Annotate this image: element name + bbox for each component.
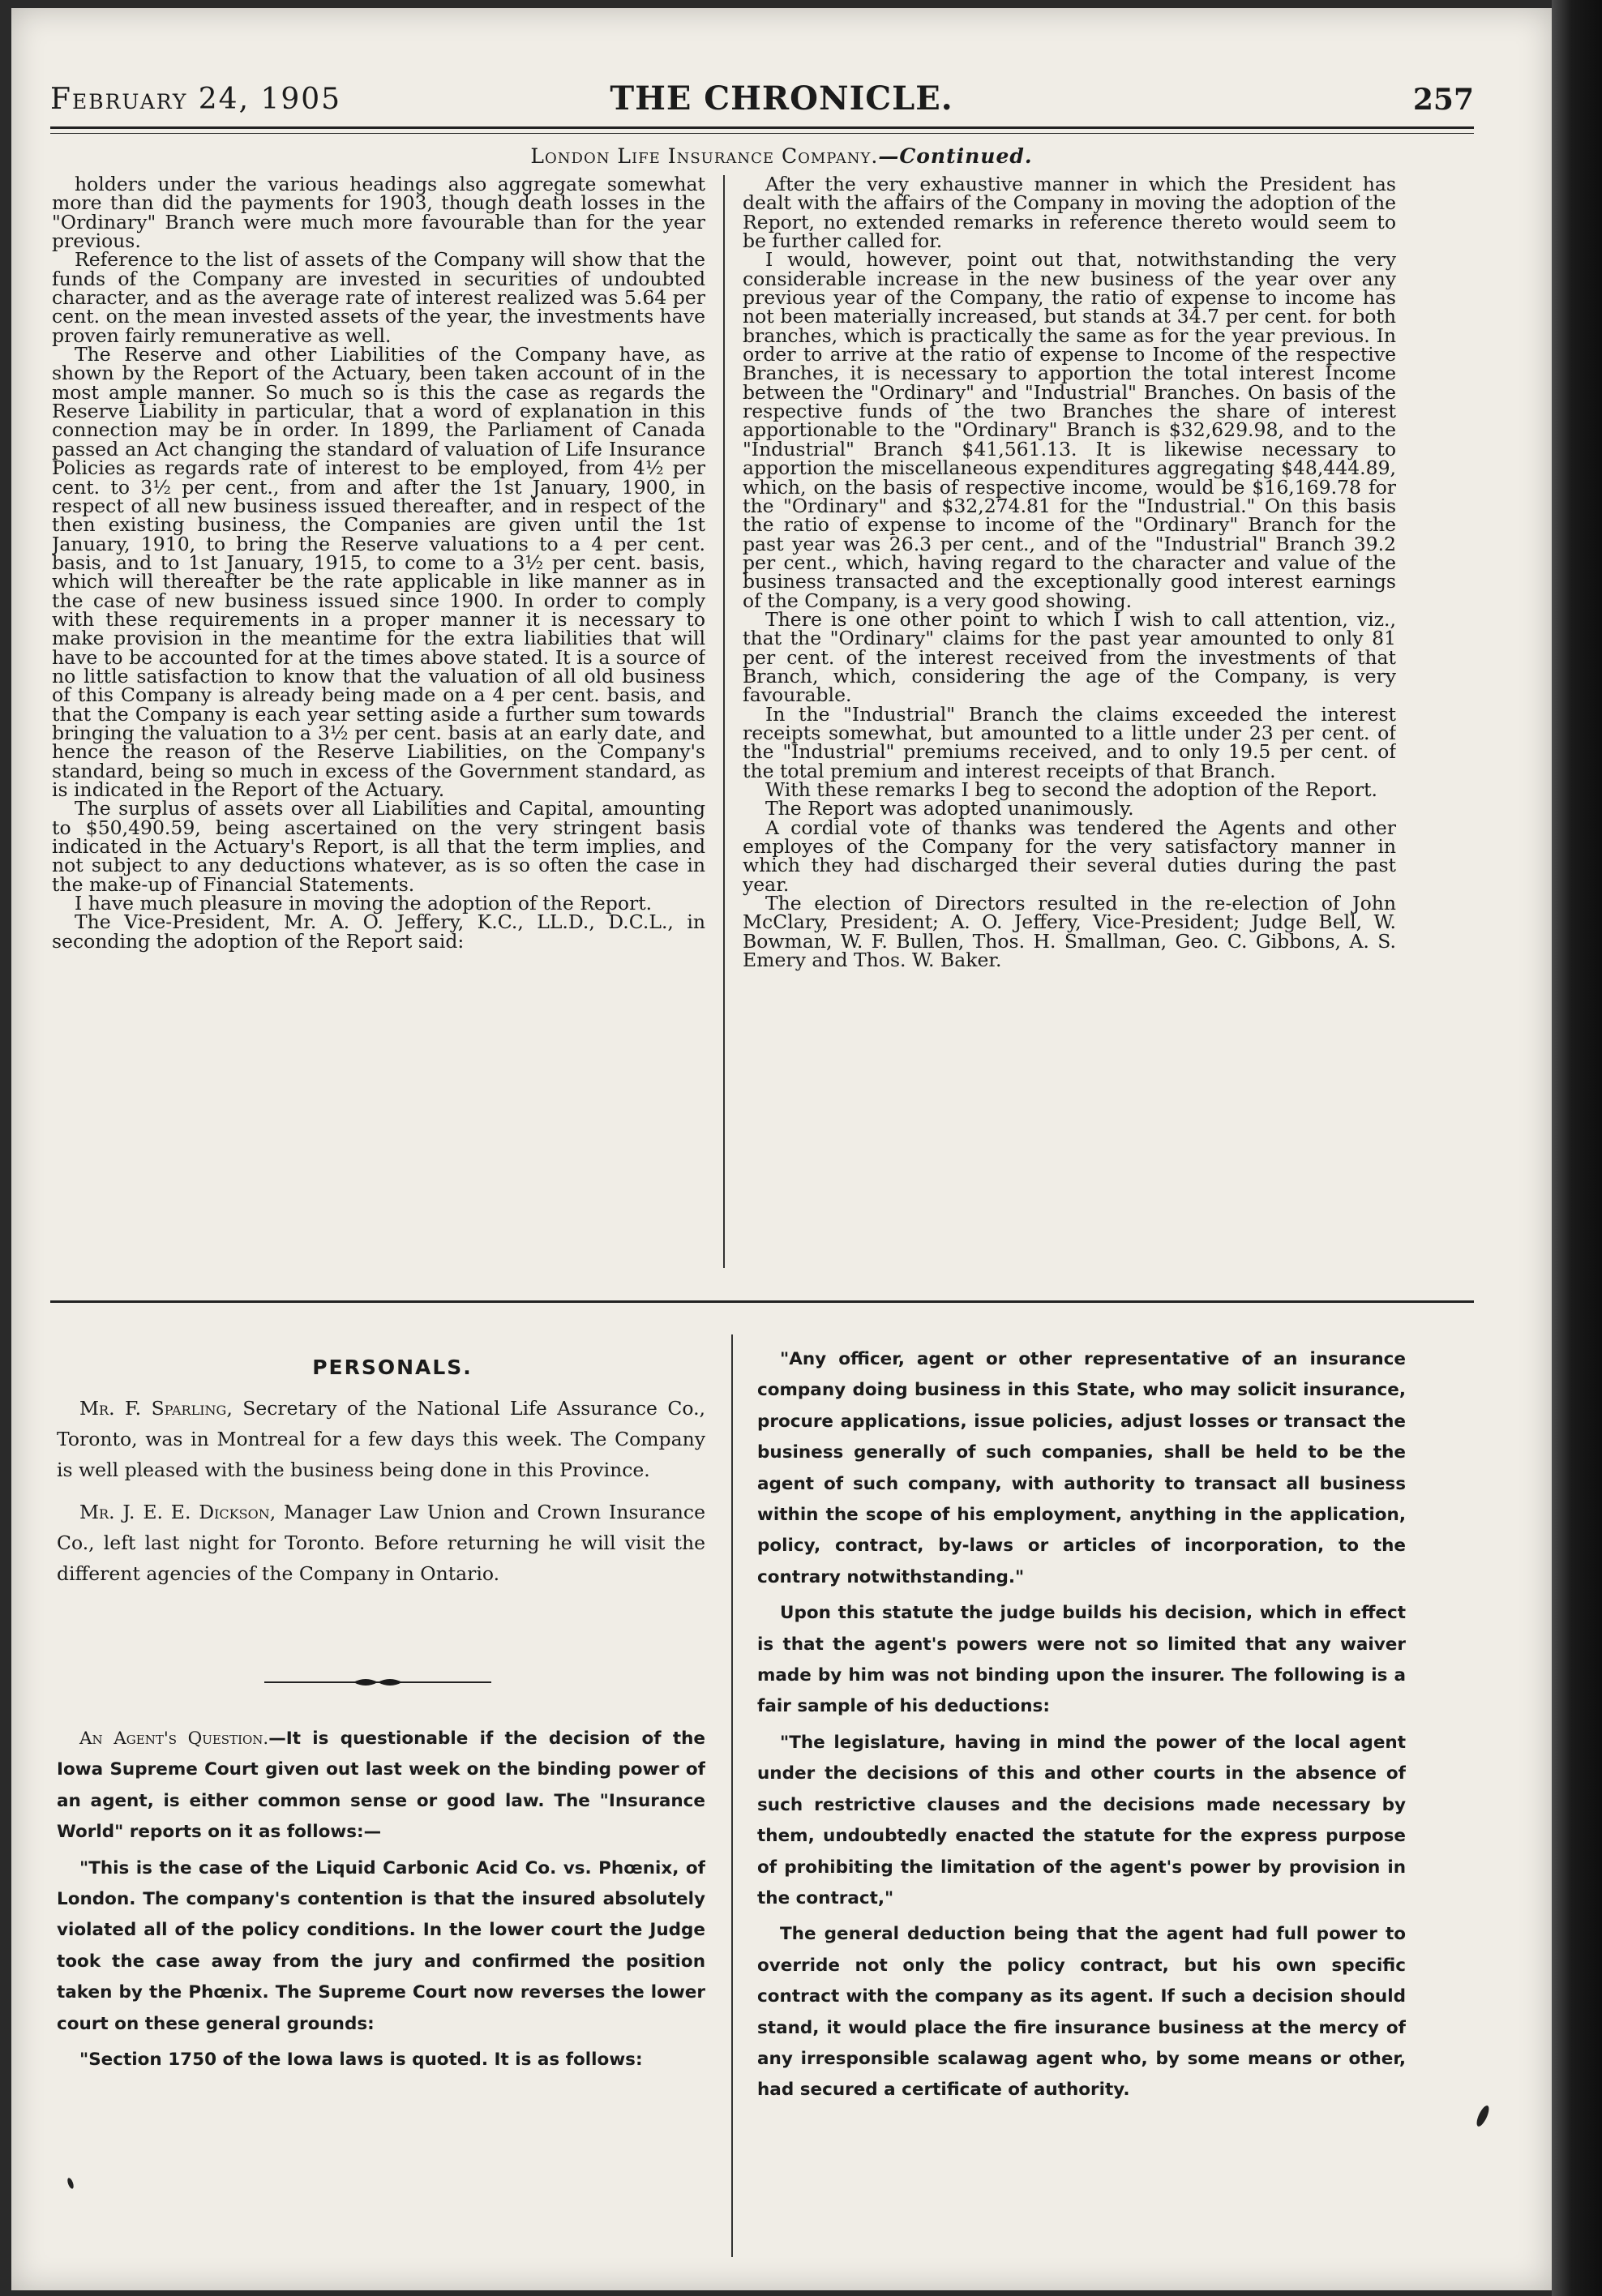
subtitle-company: London Life Insurance Company. [530,144,879,168]
newspaper-page [11,8,1552,2290]
article-paragraph: The Vice-President, Mr. A. O. Jeffery, K.C., LL.D., D.C.L., in seconding the adoption of the Report said: [52,910,705,953]
article-left-column [52,175,705,1266]
subtitle-continued: —Continued. [878,144,1033,168]
article-paragraph: The election of Directors resulted in the re-election of John McClary, President; A. O. Jeffery, Vice-President; Judge Bell, W. Bowman, W. F. Bullen, Thos. H. Smallman, Geo. C. Gibbons, A. S. Emery and Thos. W. Baker. [743,892,1396,972]
personals-items [57,1393,705,1628]
personal-name: Mr. J. E. E. Dickson, [79,1501,276,1523]
header-rule [50,126,1474,129]
agents-question-right [757,1344,1406,2244]
article-paragraph: Reference to the list of assets of the Company will show that the funds of the Company are invested in securities of undoubted character, and as the average rate of interest realized was 5.64 per cent. on the mean invested assets of the year, the investments have proven fairly remunerative as well. [52,248,705,347]
column-divider-lower [731,1334,733,2257]
article-paragraph: In the "Industrial" Branch the claims exceeded the interest receipts somewhat, but amounted to a little under 23 per cent. of the "Industrial" premiums received, and to only 19.5 per cent. of the total premium and interest receipts of that Branch. [743,702,1396,782]
agents-question-paragraph: The general deduction being that the agent had full power to override not only the policy contract, but his own specific contract with the company as its agent. If such a decision should stand, it would place the fire insurance business at the mercy of any irresponsible scalawag agent who, by some means or other, had secured a certificate of authority. [757,1924,1406,2101]
agents-question-paragraph: "Any officer, agent or other representative of an insurance company doing business in this State, who may solicit insurance, procure applications, issue policies, adjust losses or transact the business generally of such companies, shall be held to be the agent of such company, with authority to transact all business within the scope of his employment, anything in the application, policy, contract, by-laws or articles of incorporation, to the contrary notwithstanding." [757,1349,1406,1587]
agents-question-paragraph: "The legislature, having in mind the power of the local agent under the decisions of this and other courts in the absence of such restrictive clauses and the decisions made necessary by them, undoubtedly enacted the statute for the express purpose of prohibiting the limitation of the agent's power by provision in the contract," [757,1732,1406,1908]
agents-question-paragraph: "Section 1750 of the Iowa laws is quoted. It is as follows: [79,2050,643,2071]
paragraph-text: —It is questionable if the decision of the Iowa Supreme Court given out last week on the binding power of an agent, is either common sense or good law. The "Insurance World" reports on it as follows:— [57,1728,705,1843]
agents-question-paragraph: "This is the case of the Liquid Carbonic Acid Co. vs. Phœnix, of London. The company's contention is that the insured absolutely violated all of the policy conditions. In the lower court the Judge took the case away from the jury and confirmed the position taken by the Phœnix. The Supreme Court now reverses the lower court on these general grounds: [57,1857,705,2034]
article-right-column [743,175,1396,1266]
section-rule [50,1300,1474,1303]
article-paragraph: With these remarks I beg to second the adoption of the Report. [765,778,1377,801]
issue-date: February 24, 1905 [50,83,342,116]
article-paragraph: holders under the various headings also aggregate somewhat more than did the payments for 1903, though death losses in the "Ordinary" Branch were much more favourable than for the year previous. [52,175,705,253]
article-paragraph: I would, however, point out that, notwithstanding the very considerable increase in the new business of the year over any previous year of the Company, the ratio of expense to income has not been materially increased, but stands at 34.7 per cent. for both branches, which is practically the same as for the year previous. In order to arrive at the ratio of expense to Income of the respective Branches, it is necessary to apportion the total interest Income between the "Ordinary" and "Industrial" Branches. On basis of the respective funds of the two Branches the share of interest apportionable to the "Ordinary" Branch is $32,629.98, and to the "Industrial" Branch $41,561.13. It is likewise necessary to apportion the miscellaneous expenditures aggregating $48,444.89, which, on the basis of respective income, would be $16,169.78 for the "Ordinary" and $32,274.81 for the "Industrial." On this basis the ratio of expense to income of the "Ordinary" Branch for the past year was 26.3 per cent., and of the "Industrial" Branch 39.2 per cent., which, having regard to the character and value of the business transacted and the exceptionally good interest earnings of the Company, is a very good showing. [743,248,1396,612]
article-paragraph: After the very exhaustive manner in which the President has dealt with the affairs of the Company in moving the adoption of the Report, no extended remarks in reference thereto would seem to be further called for. [743,175,1396,253]
personal-name: Mr. F. Sparling, [79,1397,233,1420]
agents-question-title: An Agent's Question. [79,1728,269,1749]
article-paragraph: The surplus of assets over all Liabilities and Capital, amounting to $50,490.59, being ascertained on the very stringent basis indicated in the Actuary's Report, is all that the term implies, and not subject to any deductions whatever, as is so often the case in the make-up of Financial Statements. [52,797,705,896]
agents-question-left [57,1724,705,2242]
header-rule-thin [50,133,1474,134]
personals-heading: PERSONALS. [312,1356,473,1379]
personal-text: Secretary of the National Life Assurance Co., Toronto, was in Montreal for a few days this week. The Company is well pleased with the business being done in this Province. [57,1397,705,1481]
article-subtitle [11,144,1552,168]
ornament-divider [264,1677,491,1688]
column-divider-upper [723,175,725,1268]
article-paragraph: I have much pleasure in moving the adoption of the Report. [75,892,653,915]
personal-text: Manager Law Union and Crown Insurance Co., left last night for Toronto. Before returning he will visit the different agencies of the Company in Ontario. [57,1501,705,1585]
agents-question-paragraph [57,1724,705,1848]
agents-question-paragraph: Upon this statute the judge builds his decision, which in effect is that the agent's powers were not so limited that any waiver made by him was not binding upon the insurer. The following is a fair sample of his deductions: [757,1603,1406,1717]
personal-item-sparling [57,1393,705,1485]
article-paragraph: The Reserve and other Liabilities of the Company have, as shown by the Report of the Actuary, been taken account of in the most ample manner. So much so is this the case as regards the Reserve Liability in particular, that a word of explanation in this connection may be in order. In 1899, the Parliament of Canada passed an Act changing the standard of valuation of Life Insurance Policies as regards rate of interest to be employed, from 4½ per cent. to 3½ per cent., from and after the 1st January, 1900, in respect of all new business issued thereafter, and in respect of the then existing business, the Companies are given until the 1st January, 1910, to bring the Reserve valuations to a 4 per cent. basis, and to 1st January, 1915, to come to a 3½ per cent. basis, which will thereafter be the rate applicable in like manner as in the case of new business issued since 1900. In order to comply with these requirements in a proper manner it is necessary to make provision in the meantime for the extra liabilities that will have to be accounted for at the times above stated. It is a source of no little satisfaction to know that the valuation of all old business of this Company is already being made on a 4 per cent. basis, and that the Company is each year setting aside a further sum towards bringing the valuation to a 3½ per cent. basis at an early date, and hence the reason of the Reserve Liabilities, on the Company's standard, being so much in excess of the Government standard, as is indicated in the Report of the Actuary. [52,343,705,801]
masthead-title: THE CHRONICLE. [610,79,953,118]
article-paragraph: The Report was adopted unanimously. [765,797,1134,820]
article-paragraph: A cordial vote of thanks was tendered the Agents and other employes of the Company for the very satisfactory manner in which they had discharged their several duties during the past year. [743,816,1396,896]
personal-item-dickson [57,1497,705,1589]
book-spine-edge [1552,0,1602,2296]
page-number: 257 [1412,83,1474,117]
print-speck [1475,2104,1492,2128]
article-paragraph: There is one other point to which I wish to call attention, viz., that the "Ordinary" claims for the past year amounted to only 81 per cent. of the interest received from the investments of that Branch, which, considering the age of the Company, is very favourable. [743,607,1396,707]
